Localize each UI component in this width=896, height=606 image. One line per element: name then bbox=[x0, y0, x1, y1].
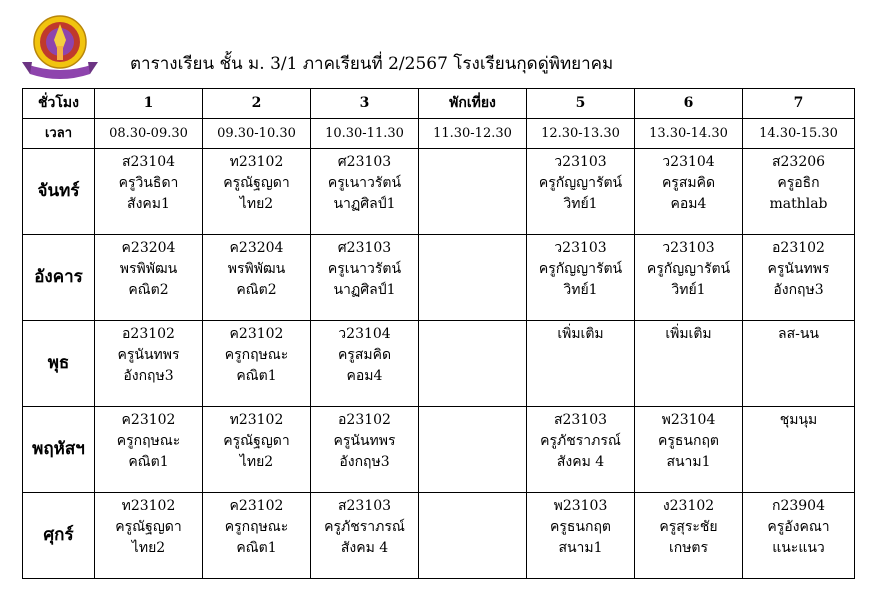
subject-name: วิทย์1 bbox=[563, 196, 598, 212]
subject-name: ไทย2 bbox=[239, 454, 274, 470]
course-code: ว23103 bbox=[554, 240, 607, 256]
course-code: ค23102 bbox=[229, 498, 284, 514]
teacher-name: ครูกฤษณะ bbox=[116, 433, 181, 449]
class-cell bbox=[743, 407, 855, 493]
course-code: อ23102 bbox=[338, 412, 391, 428]
class-cell bbox=[419, 235, 527, 321]
teacher-name: ครูนันทพร bbox=[333, 433, 396, 449]
subject-name: สังคม 4 bbox=[556, 454, 605, 470]
teacher-name: ครูอธิก bbox=[777, 175, 820, 191]
teacher-name: ครูวินธิดา bbox=[118, 175, 179, 191]
teacher-name: ครูกฤษณะ bbox=[224, 519, 289, 535]
teacher-name: ครูกฤษณะ bbox=[224, 347, 289, 363]
class-cell bbox=[203, 321, 311, 407]
subject-name: วิทย์1 bbox=[671, 282, 706, 298]
subject-name: เกษตร bbox=[668, 540, 709, 556]
time-cell: 14.30-15.30 bbox=[743, 119, 855, 149]
period-header: 2 bbox=[203, 89, 311, 119]
course-code: ท23102 bbox=[229, 154, 284, 170]
teacher-name: ครูณัฐญดา bbox=[115, 519, 182, 535]
class-cell bbox=[419, 407, 527, 493]
teacher-name: ครูธนกฤต bbox=[549, 519, 612, 535]
subject-name: สนาม1 bbox=[558, 540, 603, 556]
teacher-name: ครูอังคณา bbox=[767, 519, 830, 535]
class-cell bbox=[203, 407, 311, 493]
subject-name: ไทย2 bbox=[239, 196, 274, 212]
course-code: เพิ่มเติม bbox=[665, 326, 712, 342]
teacher-name: ครูธนกฤต bbox=[657, 433, 720, 449]
period-header: 3 bbox=[311, 89, 419, 119]
class-cell bbox=[743, 149, 855, 235]
subject-name: สังคม 4 bbox=[340, 540, 389, 556]
class-cell bbox=[743, 321, 855, 407]
class-cell bbox=[95, 149, 203, 235]
course-code: ว23104 bbox=[338, 326, 391, 342]
period-header: 1 bbox=[95, 89, 203, 119]
course-code: อ23102 bbox=[122, 326, 175, 342]
teacher-name: ครูสมคิด bbox=[337, 347, 392, 363]
course-code: ว23103 bbox=[662, 240, 715, 256]
course-code: ส23103 bbox=[337, 498, 392, 514]
timetable bbox=[22, 88, 855, 579]
course-code: พ23103 bbox=[553, 498, 608, 514]
day-row bbox=[23, 149, 855, 235]
day-name: ศุกร์ bbox=[23, 493, 95, 579]
subject-name: นาฏศิลป์1 bbox=[333, 282, 396, 298]
teacher-name: ครูกัญญารัตน์ bbox=[538, 261, 623, 277]
course-code: ส23103 bbox=[553, 412, 608, 428]
course-code: ท23102 bbox=[229, 412, 284, 428]
class-cell bbox=[635, 407, 743, 493]
class-cell bbox=[311, 321, 419, 407]
class-cell bbox=[527, 149, 635, 235]
time-cell: 13.30-14.30 bbox=[635, 119, 743, 149]
subject-name: คณิต1 bbox=[236, 368, 277, 384]
teacher-name: ครูเนาวรัตน์ bbox=[327, 175, 402, 191]
course-code: ว23104 bbox=[662, 154, 715, 170]
course-code: เพิ่มเติม bbox=[557, 326, 604, 342]
teacher-name: พรพิพัฒน bbox=[227, 261, 286, 277]
course-code: ค23102 bbox=[229, 326, 284, 342]
class-cell bbox=[527, 493, 635, 579]
class-cell bbox=[311, 493, 419, 579]
day-row bbox=[23, 493, 855, 579]
class-cell bbox=[635, 321, 743, 407]
time-row bbox=[23, 119, 855, 149]
class-cell bbox=[311, 235, 419, 321]
day-row bbox=[23, 321, 855, 407]
course-code: ค23204 bbox=[229, 240, 284, 256]
teacher-name: ครูณัฐญดา bbox=[223, 433, 290, 449]
class-cell bbox=[527, 235, 635, 321]
day-name: จันทร์ bbox=[23, 149, 95, 235]
subject-name: สังคม1 bbox=[127, 196, 170, 212]
period-header: 6 bbox=[635, 89, 743, 119]
course-code: ก23904 bbox=[771, 498, 825, 514]
course-code: ส23104 bbox=[121, 154, 176, 170]
time-cell: 12.30-13.30 bbox=[527, 119, 635, 149]
class-cell bbox=[635, 149, 743, 235]
course-code: ศ23103 bbox=[337, 240, 392, 256]
class-cell bbox=[311, 407, 419, 493]
subject-name: คณิต2 bbox=[128, 282, 169, 298]
school-emblem-icon bbox=[20, 10, 100, 82]
day-row bbox=[23, 235, 855, 321]
course-code: ค23102 bbox=[121, 412, 176, 428]
class-cell bbox=[203, 149, 311, 235]
class-cell bbox=[95, 407, 203, 493]
teacher-name: ครูนันทพร bbox=[767, 261, 830, 277]
subject-name: mathlab bbox=[769, 196, 828, 212]
class-cell bbox=[311, 149, 419, 235]
course-code: ค23204 bbox=[121, 240, 176, 256]
teacher-name: ครูกัญญารัตน์ bbox=[646, 261, 731, 277]
teacher-name: ครูนันทพร bbox=[117, 347, 180, 363]
time-cell: 08.30-09.30 bbox=[95, 119, 203, 149]
day-row bbox=[23, 407, 855, 493]
course-code: อ23102 bbox=[772, 240, 825, 256]
class-cell bbox=[203, 493, 311, 579]
subject-name: อังกฤษ3 bbox=[773, 282, 824, 298]
subject-name: อังกฤษ3 bbox=[339, 454, 390, 470]
subject-name: นาฏศิลป์1 bbox=[333, 196, 396, 212]
course-code: ชุมนุม bbox=[779, 412, 818, 428]
teacher-name: ครูเนาวรัตน์ bbox=[327, 261, 402, 277]
course-code: ง23102 bbox=[662, 498, 715, 514]
subject-name: คณิต1 bbox=[236, 540, 277, 556]
class-cell bbox=[95, 493, 203, 579]
class-cell bbox=[203, 235, 311, 321]
class-cell bbox=[419, 493, 527, 579]
day-name: อังคาร bbox=[23, 235, 95, 321]
course-code: พ23104 bbox=[661, 412, 716, 428]
time-cell: 09.30-10.30 bbox=[203, 119, 311, 149]
course-code: ว23103 bbox=[554, 154, 607, 170]
class-cell bbox=[635, 235, 743, 321]
class-cell bbox=[635, 493, 743, 579]
teacher-name: ครูกัญญารัตน์ bbox=[538, 175, 623, 191]
page-title: ตารางเรียน ชั้น ม. 3/1 ภาคเรียนที่ 2/2567 โรงเรียนกุดดู่พิทยาคม bbox=[130, 54, 614, 74]
teacher-name: ครูภัชราภรณ์ bbox=[324, 519, 405, 535]
class-cell bbox=[527, 407, 635, 493]
subject-name: วิทย์1 bbox=[563, 282, 598, 298]
subject-name: คอม4 bbox=[670, 196, 707, 212]
class-cell bbox=[743, 235, 855, 321]
header-row bbox=[23, 89, 855, 119]
course-code: ส23206 bbox=[771, 154, 826, 170]
period-header: 5 bbox=[527, 89, 635, 119]
subject-name: คณิต2 bbox=[236, 282, 277, 298]
class-cell bbox=[419, 149, 527, 235]
class-cell bbox=[743, 493, 855, 579]
day-name: พฤหัสฯ bbox=[23, 407, 95, 493]
subject-name: ไทย2 bbox=[131, 540, 166, 556]
class-cell bbox=[95, 321, 203, 407]
class-cell bbox=[527, 321, 635, 407]
time-cell: 10.30-11.30 bbox=[311, 119, 419, 149]
teacher-name: ครูณัฐญดา bbox=[223, 175, 290, 191]
period-header: พักเที่ยง bbox=[419, 89, 527, 119]
course-code: ศ23103 bbox=[337, 154, 392, 170]
subject-name: อังกฤษ3 bbox=[123, 368, 174, 384]
header-label: ชั่วโมง bbox=[23, 89, 95, 119]
period-header: 7 bbox=[743, 89, 855, 119]
subject-name: สนาม1 bbox=[666, 454, 711, 470]
class-cell bbox=[95, 235, 203, 321]
time-cell: 11.30-12.30 bbox=[419, 119, 527, 149]
course-code: ท23102 bbox=[121, 498, 176, 514]
course-code: ลส-นน bbox=[778, 326, 819, 342]
subject-name: คณิต1 bbox=[128, 454, 169, 470]
teacher-name: ครูสุระชัย bbox=[659, 519, 718, 535]
subject-name: คอม4 bbox=[346, 368, 383, 384]
teacher-name: พรพิพัฒน bbox=[119, 261, 178, 277]
teacher-name: ครูภัชราภรณ์ bbox=[540, 433, 621, 449]
subject-name: แนะแนว bbox=[772, 540, 825, 556]
class-cell bbox=[419, 321, 527, 407]
teacher-name: ครูสมคิด bbox=[661, 175, 716, 191]
time-label: เวลา bbox=[23, 119, 95, 149]
day-name: พุธ bbox=[23, 321, 95, 407]
